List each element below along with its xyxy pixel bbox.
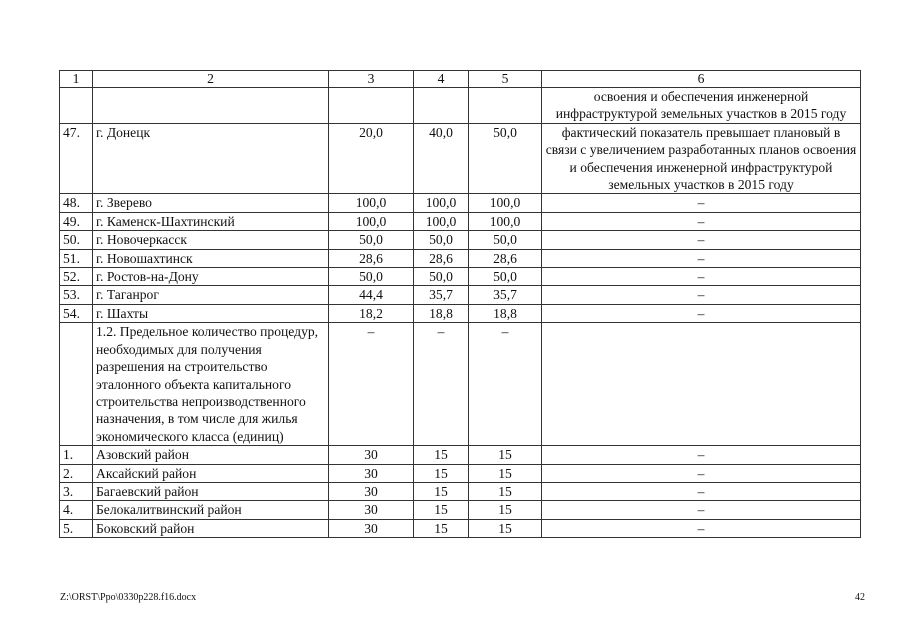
value-col5: 15	[469, 446, 542, 464]
row-number: 47.	[60, 123, 93, 194]
table-row	[60, 231, 861, 249]
header-row	[60, 71, 861, 88]
row-note: фактический показатель превышает плановый в связи с увеличением разработанных планов освоения и обеспечения инженерной инфраструктурой земельных участков в 2015 году	[542, 123, 861, 194]
section-row	[60, 323, 861, 446]
value-col4: 15	[414, 446, 469, 464]
row-note: –	[542, 446, 861, 464]
row-name: г. Донецк	[93, 123, 329, 194]
row-note: –	[542, 194, 861, 212]
table-row	[60, 194, 861, 212]
table-row	[60, 123, 861, 194]
value-col5: 15	[469, 482, 542, 500]
row-number: 49.	[60, 212, 93, 230]
row-note: –	[542, 268, 861, 286]
row-note: –	[542, 286, 861, 304]
continuation-row	[60, 88, 861, 124]
value-col4: 18,8	[414, 304, 469, 322]
value-col4: 15	[414, 519, 469, 537]
row-name: г. Новошахтинск	[93, 249, 329, 267]
row-number: 1.	[60, 446, 93, 464]
row-number: 54.	[60, 304, 93, 322]
header-cell: 5	[469, 71, 542, 88]
value-col3: 30	[329, 501, 414, 519]
row-number: 53.	[60, 286, 93, 304]
value-col5: 18,8	[469, 304, 542, 322]
row-note: –	[542, 464, 861, 482]
value-col4: 40,0	[414, 123, 469, 194]
value-col5: 15	[469, 519, 542, 537]
header-cell: 1	[60, 71, 93, 88]
value-col5: 100,0	[469, 212, 542, 230]
page-number: 42	[855, 592, 865, 603]
row-name: Аксайский район	[93, 464, 329, 482]
value-col3: 30	[329, 446, 414, 464]
value-col3: –	[329, 323, 414, 446]
table-row	[60, 519, 861, 537]
value-col4: 100,0	[414, 194, 469, 212]
value-col5: 35,7	[469, 286, 542, 304]
value-col3: 20,0	[329, 123, 414, 194]
section-note	[542, 323, 861, 446]
header-cell: 3	[329, 71, 414, 88]
value-col3: 50,0	[329, 231, 414, 249]
value-col3: 44,4	[329, 286, 414, 304]
row-name: Белокалитвинский район	[93, 501, 329, 519]
table-row	[60, 501, 861, 519]
table-row	[60, 212, 861, 230]
value-col4: –	[414, 323, 469, 446]
table-row	[60, 304, 861, 322]
continuation-note: освоения и обеспечения инженерной инфраструктурой земельных участков в 2015 году	[542, 88, 861, 124]
table-row	[60, 249, 861, 267]
header-cell: 4	[414, 71, 469, 88]
value-col5: –	[469, 323, 542, 446]
value-col5: 50,0	[469, 268, 542, 286]
row-note: –	[542, 212, 861, 230]
row-name: г. Таганрог	[93, 286, 329, 304]
row-note: –	[542, 304, 861, 322]
value-col3: 100,0	[329, 194, 414, 212]
value-col5: 50,0	[469, 231, 542, 249]
row-note: –	[542, 231, 861, 249]
value-col4: 50,0	[414, 268, 469, 286]
table-row	[60, 286, 861, 304]
table-row	[60, 464, 861, 482]
header-cell: 2	[93, 71, 329, 88]
row-name: г. Новочеркасск	[93, 231, 329, 249]
table-row	[60, 268, 861, 286]
value-col4: 35,7	[414, 286, 469, 304]
value-col4: 15	[414, 482, 469, 500]
value-col4: 28,6	[414, 249, 469, 267]
data-table	[59, 70, 861, 538]
value-col5: 50,0	[469, 123, 542, 194]
value-col4: 15	[414, 464, 469, 482]
value-col3: 100,0	[329, 212, 414, 230]
row-note: –	[542, 519, 861, 537]
value-col5: 15	[469, 464, 542, 482]
value-col3: 30	[329, 482, 414, 500]
value-col3: 30	[329, 464, 414, 482]
row-name: г. Ростов-на-Дону	[93, 268, 329, 286]
value-col3: 50,0	[329, 268, 414, 286]
row-number: 2.	[60, 464, 93, 482]
row-number: 50.	[60, 231, 93, 249]
row-name: Азовский район	[93, 446, 329, 464]
row-name: г. Шахты	[93, 304, 329, 322]
row-number: 52.	[60, 268, 93, 286]
value-col4: 50,0	[414, 231, 469, 249]
value-col5: 28,6	[469, 249, 542, 267]
table-row	[60, 446, 861, 464]
row-note: –	[542, 249, 861, 267]
section-title: 1.2. Предельное количество процедур, необходимых для получения разрешения на строительство эталонного объекта капитального строительства непроизводственного назначения, в том числе для жилья экономического класса (единиц)	[93, 323, 329, 446]
row-name: Боковский район	[93, 519, 329, 537]
value-col5: 15	[469, 501, 542, 519]
value-col4: 100,0	[414, 212, 469, 230]
row-name: Багаевский район	[93, 482, 329, 500]
value-col3: 30	[329, 519, 414, 537]
row-number: 5.	[60, 519, 93, 537]
row-number: 3.	[60, 482, 93, 500]
row-number: 4.	[60, 501, 93, 519]
row-number: 48.	[60, 194, 93, 212]
row-note: –	[542, 482, 861, 500]
row-number: 51.	[60, 249, 93, 267]
header-cell: 6	[542, 71, 861, 88]
section-number	[60, 323, 93, 446]
value-col5: 100,0	[469, 194, 542, 212]
row-name: г. Зверево	[93, 194, 329, 212]
table-row	[60, 482, 861, 500]
row-name: г. Каменск-Шахтинский	[93, 212, 329, 230]
row-note: –	[542, 501, 861, 519]
value-col4: 15	[414, 501, 469, 519]
value-col3: 18,2	[329, 304, 414, 322]
value-col3: 28,6	[329, 249, 414, 267]
footer-file-path: Z:\ORST\Ppo\0330p228.f16.docx	[60, 592, 197, 603]
